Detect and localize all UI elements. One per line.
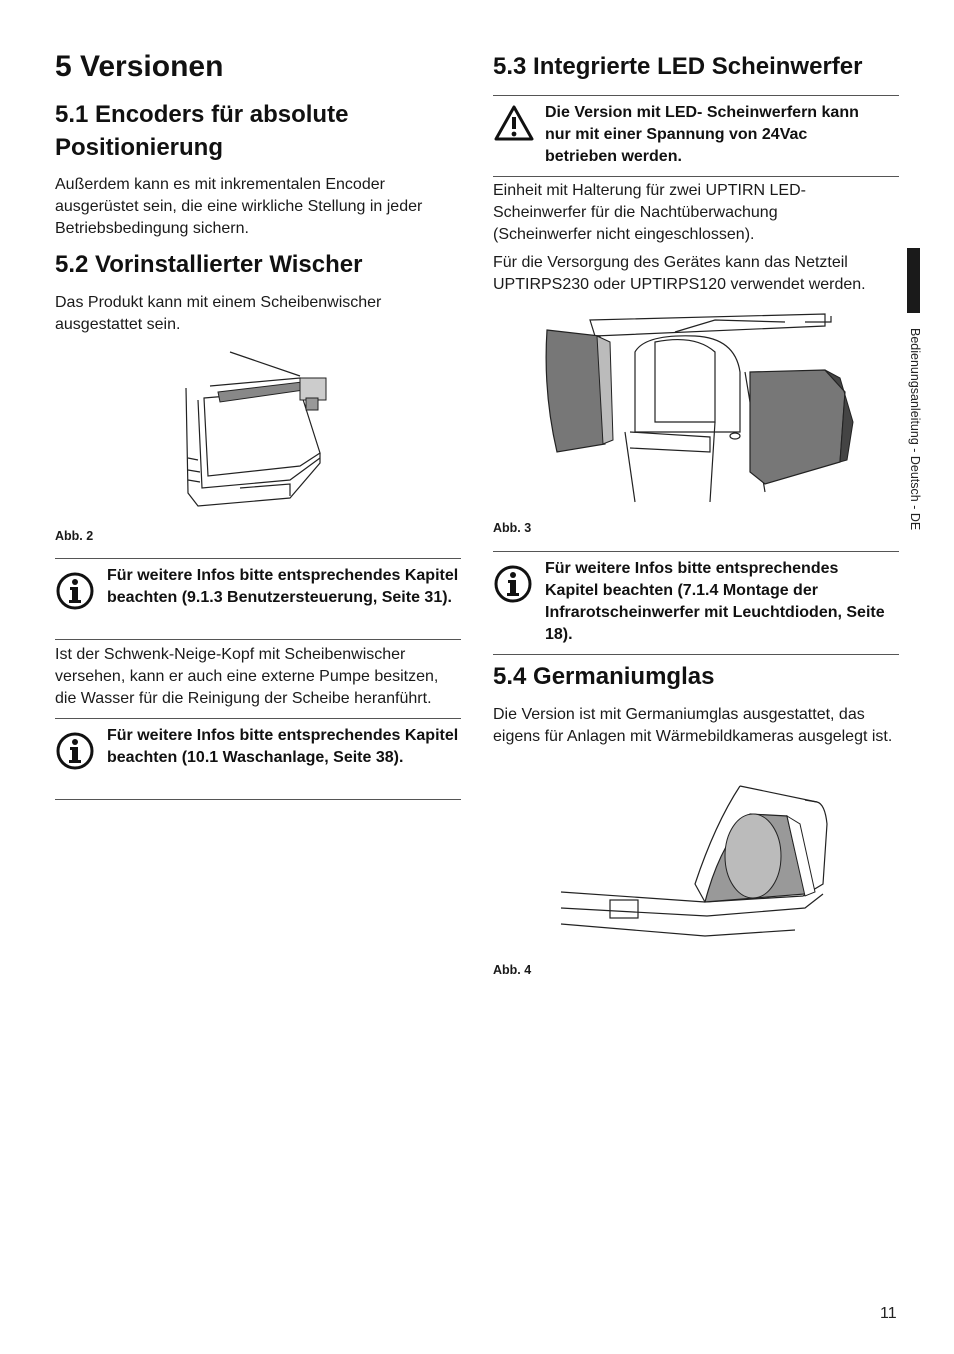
section-5-1-text: Außerdem kann es mit inkrementalen Encoder ausgerüstet sein, die eine wirkliche Stellung in jeder Betriebsbedingung sichern.	[55, 176, 423, 237]
section-5-3-text-1: Einheit mit Halterung für zwei UPTIRN LED-Scheinwerfer für die Nachtüberwachung (Scheinwerfer nicht eingeschlossen).	[493, 182, 806, 243]
figure-3-caption: Abb. 3	[493, 521, 532, 535]
section-5-2-text: Das Produkt kann mit einem Scheibenwischer ausgestattet sein.	[55, 294, 382, 333]
germanium-window-illustration	[555, 784, 835, 944]
section-5-2-heading: 5.2 Vorinstallierter Wischer	[55, 251, 363, 278]
section-5-3-text-2: Für die Versorgung des Gerätes kann das Netzteil UPTIRPS230 oder UPTIRPS120 verwendet werden.	[493, 254, 866, 293]
sidebar-tab-marker	[907, 248, 920, 313]
led-illuminator-illustration	[535, 312, 860, 504]
figure-4-caption: Abb. 4	[493, 963, 532, 977]
info-icon	[55, 731, 95, 771]
wiper-illustration	[180, 348, 330, 510]
sidebar-label: Bedienungsanleitung - Deutsch - DE	[908, 328, 922, 531]
figure-2-caption: Abb. 2	[55, 529, 94, 543]
section-5-4-text: Die Version ist mit Germaniumglas ausgestattet, das eigens für Anlagen mit Wärmebildkameras ausgelegt ist.	[493, 706, 893, 745]
page-number: 11	[880, 1305, 897, 1322]
info-note-2-text: Für weitere Infos bitte entsprechendes Kapitel beachten (10.1 Waschanlage, Seite 38).	[107, 727, 459, 766]
section-5-1-heading: 5.1 Encoders für absolute Positionierung	[55, 101, 349, 161]
warning-note-text: Die Version mit LED- Scheinwerfern kann nur mit einer Spannung von 24Vac betrieben werden.	[545, 104, 859, 165]
info-note-3	[493, 551, 899, 655]
info-icon	[493, 564, 533, 604]
info-note-1	[55, 558, 461, 640]
section-5-3-heading: 5.3 Integrierte LED Scheinwerfer	[493, 53, 863, 80]
info-note-2	[55, 718, 461, 800]
info-icon	[55, 571, 95, 611]
info-note-3-text: Für weitere Infos bitte entsprechendes Kapitel beachten (7.1.4 Montage der Infrarotscheinwerfer mit Leuchtdioden, Seite 18).	[545, 560, 885, 643]
section-5-4-heading: 5.4 Germaniumglas	[493, 663, 715, 690]
page-title: 5 Versionen	[55, 50, 224, 83]
section-5-2-text-2: Ist der Schwenk-Neige-Kopf mit Scheibenwischer versehen, kann er auch eine externe Pumpe besitzen, die Wasser für die Reinigung der Scheibe heranführt.	[55, 646, 439, 707]
warning-note	[493, 95, 899, 177]
warning-icon	[493, 104, 535, 142]
info-note-1-text: Für weitere Infos bitte entsprechendes Kapitel beachten (9.1.3 Benutzersteuerung, Seite 31).	[107, 567, 459, 606]
